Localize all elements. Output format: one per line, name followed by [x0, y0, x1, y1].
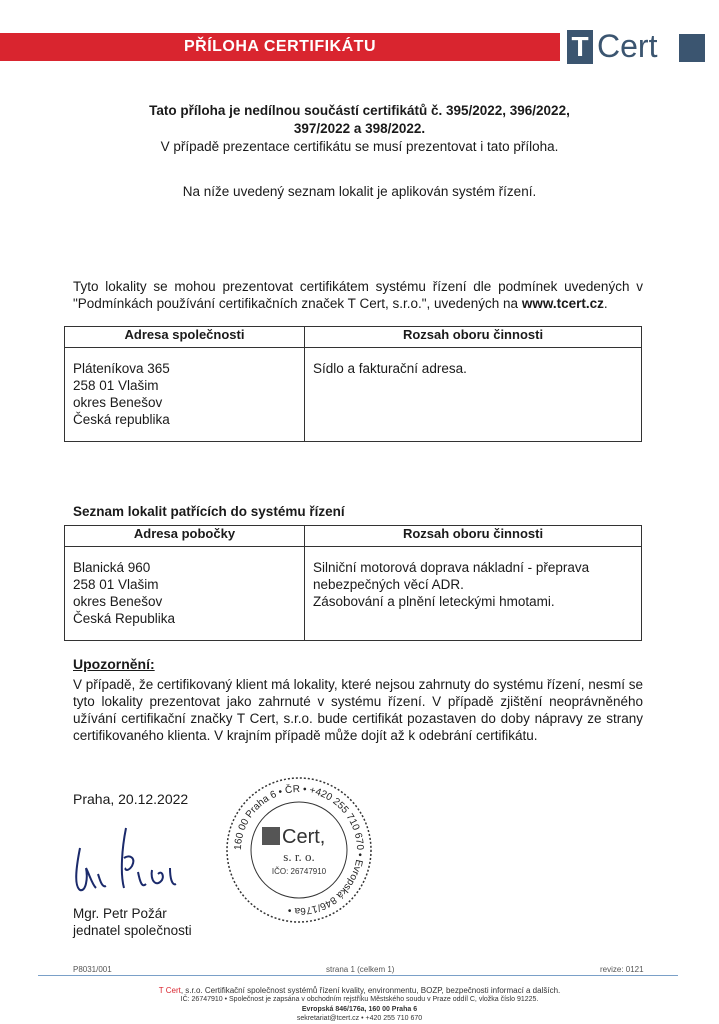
- branch-scope-cell: [305, 547, 642, 641]
- branches-table: [64, 525, 642, 641]
- address-line: 258 01 Vlašim: [73, 577, 159, 592]
- logo-wordmark: Cert: [597, 28, 658, 64]
- conditions-text: Tyto lokality se mohou prezentovat certifikátem systému řízení dle podmínek uvedených v "Podmínkách používání certifikačních značek T Cert, s.r.o.", uvedených na: [73, 279, 643, 311]
- scope-line: Zásobování a plnění leteckými hmotami.: [313, 594, 555, 609]
- company-table: [64, 326, 642, 442]
- footer-line-2: IČ: 26747910 • Společnost je zapsána v obchodním rejstříku Městského soudu v Praze oddíl C, vložka číslo 91225.: [180, 996, 539, 1003]
- address-line: Blanická 960: [73, 560, 151, 575]
- header-bar: [0, 33, 560, 61]
- signer-name: Mgr. Petr Požár: [73, 906, 167, 921]
- stamp-ico: IČO: 26747910: [271, 867, 327, 876]
- page-title: PŘÍLOHA CERTIFIKÁTU: [183, 38, 376, 55]
- scope-line: Silniční motorová doprava nákladní - přeprava: [313, 560, 590, 575]
- footer-brand: T Cert: [158, 986, 181, 995]
- intro-line-2: 397/2022 a 398/2022.: [293, 121, 426, 136]
- footer-address: Evropská 846/176a, 160 00 Praha 6: [301, 1006, 418, 1013]
- table-header-row: [65, 327, 642, 348]
- footer-line-1: [0, 986, 719, 995]
- signer-block: [73, 905, 192, 939]
- warning-title: Upozornění:: [73, 656, 155, 672]
- branches-heading: Seznam lokalit patřících do systému řízení: [73, 504, 345, 519]
- footer-description: , s.r.o. Certifikační společnost systémů řízení kvality, environmentu, BOZP, bezpečnosti informací a dalších.: [180, 986, 561, 995]
- col-header-branch-scope: Rozsah oboru činnosti: [305, 526, 642, 547]
- address-line: okres Benešov: [73, 395, 163, 410]
- intro-line-4: Na níže uvedený seznam lokalit je aplikován systém řízení.: [182, 184, 537, 199]
- company-stamp: [224, 775, 374, 925]
- company-address-cell: [65, 348, 305, 442]
- address-line: Česká republika: [73, 412, 170, 427]
- footer-form-code: P8031/001: [73, 965, 112, 974]
- stamp-form: s. r. o.: [283, 849, 315, 864]
- place-date: Praha, 20.12.2022: [73, 791, 189, 807]
- address-line: Česká Republika: [73, 611, 176, 626]
- address-line: 258 01 Vlašim: [73, 378, 159, 393]
- table-row: [65, 547, 642, 641]
- intro-line-1: Tato příloha je nedílnou součástí certifikátů č. 395/2022, 396/2022,: [149, 103, 570, 118]
- handwritten-signature: [66, 818, 186, 898]
- scope-line: nebezpečných věcí ADR.: [313, 577, 464, 592]
- branch-address-cell: [65, 547, 305, 641]
- footer-contact: sekretariat@tcert.cz • +420 255 710 670: [296, 1015, 423, 1022]
- stamp-company: Cert,: [282, 826, 326, 848]
- table-row: [65, 348, 642, 442]
- col-header-address: Adresa společnosti: [65, 327, 305, 348]
- footer-revision: revize: 0121: [600, 965, 644, 974]
- col-header-scope: Rozsah oboru činnosti: [305, 327, 642, 348]
- table-header-row: [65, 526, 642, 547]
- address-line: Pláteníkova 365: [73, 361, 170, 376]
- conditions-end: .: [603, 296, 608, 311]
- intro-line-3: V případě prezentace certifikátu se musí prezentovat i tato příloha.: [160, 139, 559, 154]
- conditions-paragraph: [73, 278, 643, 312]
- company-scope-cell: Sídlo a fakturační adresa.: [305, 348, 642, 442]
- logo-t-mark: T: [567, 30, 593, 64]
- logo-block: [679, 34, 705, 62]
- warning-text: V případě, že certifikovaný klient má lokality, které nejsou zahrnuty do systému řízení, nesmí se tyto lokality prezentovat jako zahrnuté v systému řízení. V případě zjištění neoprávněného užívání certifikační značky T Cert, s.r.o. bude certifikát pozastaven do doby nápravy ze strany certifikovaného klienta. V krajním případě může dojít až k odebrání certifikátu.: [73, 677, 644, 743]
- footer-divider: [38, 975, 678, 976]
- tcert-logo: [567, 30, 707, 64]
- tcert-link[interactable]: www.tcert.cz: [521, 296, 604, 311]
- signer-role: jednatel společnosti: [73, 923, 192, 938]
- col-header-branch-address: Adresa pobočky: [65, 526, 305, 547]
- stamp-ring-text: 160 00 Praha 6 • ČR • +420 255 710 670 • Evropská 846/176a •: [232, 783, 366, 917]
- footer-page: strana 1 (celkem 1): [326, 965, 395, 974]
- address-line: okres Benešov: [73, 594, 163, 609]
